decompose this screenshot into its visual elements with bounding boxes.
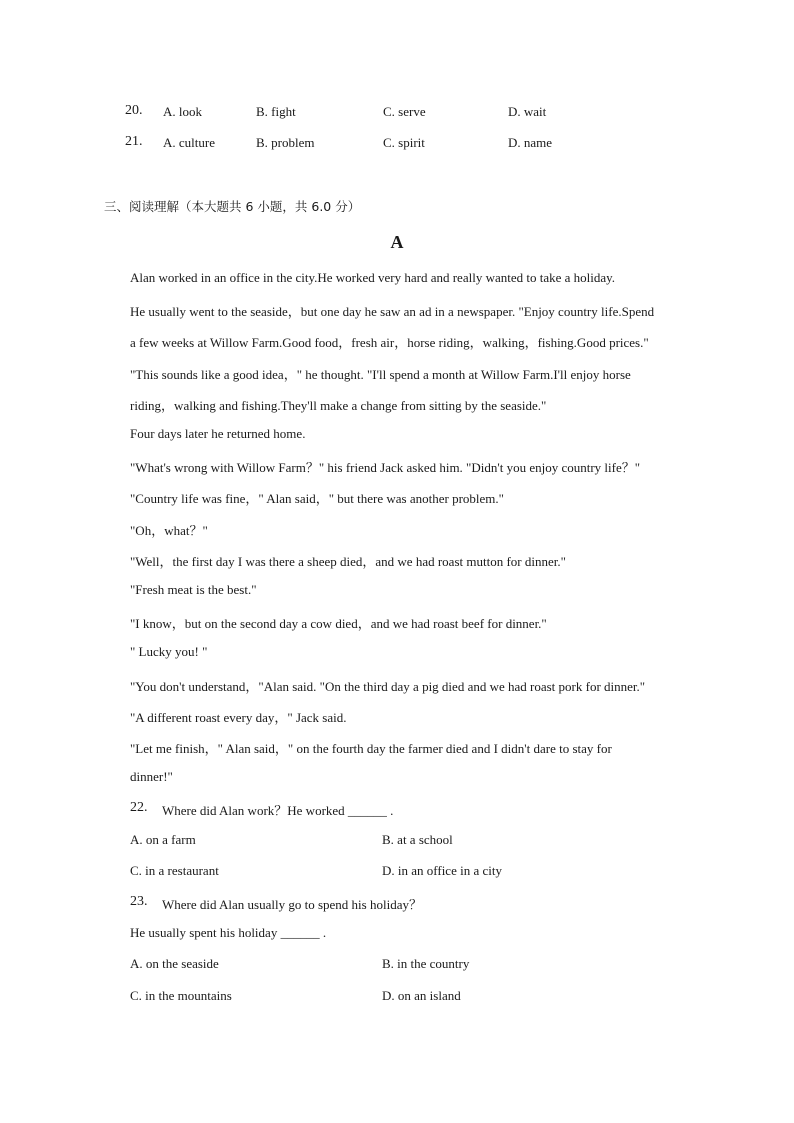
passage-title: A: [390, 232, 404, 252]
passage-line: "This sounds like a good idea，" he thought. "I'll spend a month at Willow Farm.I'll enjoy horse: [130, 367, 631, 382]
option-b: B. fight: [256, 104, 296, 119]
passage-line: He usually went to the seaside，but one day he saw an ad in a newspaper. "Enjoy country life.Spend: [130, 304, 655, 319]
passage-line: riding，walking and fishing.They'll make a change from sitting by the seaside.": [130, 398, 547, 413]
passage-line: "Fresh meat is the best.": [130, 582, 257, 597]
option-d: D. name: [508, 135, 553, 150]
passage-line: a few weeks at Willow Farm.Good food，fresh air，horse riding，walking，fishing.Good prices.": [130, 335, 649, 350]
passage-line: "Country life was fine，" Alan said，" but there was another problem.": [130, 491, 504, 506]
option-a: A. on a farm: [130, 832, 196, 847]
option-a: A. culture: [163, 135, 215, 150]
question-stem-continuation: He usually spent his holiday ______ .: [130, 925, 327, 940]
passage-line: "Well，the first day I was there a sheep died，and we had roast mutton for dinner.": [130, 554, 566, 569]
option-d: D. on an island: [382, 988, 461, 1003]
option-d: D. wait: [508, 104, 547, 119]
option-c: C. serve: [383, 104, 426, 119]
option-b: B. in the country: [382, 956, 470, 971]
question-stem: Where did Alan work？He worked ______ .: [162, 803, 394, 818]
option-d: D. in an office in a city: [382, 863, 502, 878]
question-number: 22.: [130, 800, 148, 815]
option-b: B. at a school: [382, 832, 453, 847]
passage-line: dinner!": [130, 769, 173, 784]
passage-line: "A different roast every day，" Jack said.: [130, 710, 347, 725]
option-c: C. spirit: [383, 135, 425, 150]
option-a: A. on the seaside: [130, 956, 219, 971]
question-stem: Where did Alan usually go to spend his holiday？: [162, 897, 422, 912]
passage-line: "You don't understand，"Alan said. "On the third day a pig died and we had roast pork for dinner.": [130, 679, 646, 694]
question-number: 21.: [125, 134, 143, 149]
passage-line: " Lucky you! ": [130, 644, 208, 659]
passage-line: Alan worked in an office in the city.He worked very hard and really wanted to take a holiday.: [130, 270, 616, 285]
question-number: 20.: [125, 103, 143, 118]
passage-line: Four days later he returned home.: [130, 426, 306, 441]
passage-line: "Oh，what？": [130, 523, 208, 538]
passage-line: "What's wrong with Willow Farm？" his friend Jack asked him. "Didn't you enjoy country life？": [130, 460, 641, 475]
question-number: 23.: [130, 894, 148, 909]
option-a: A. look: [163, 104, 202, 119]
section-heading: 三、阅读理解（本大题共 6 小题，共 6.0 分）: [104, 199, 361, 214]
option-c: C. in the mountains: [130, 988, 232, 1003]
passage-line: "Let me finish，" Alan said，" on the fourth day the farmer died and I didn't dare to stay for: [130, 741, 612, 756]
option-c: C. in a restaurant: [130, 863, 219, 878]
option-b: B. problem: [256, 135, 315, 150]
passage-line: "I know，but on the second day a cow died，and we had roast beef for dinner.": [130, 616, 547, 631]
